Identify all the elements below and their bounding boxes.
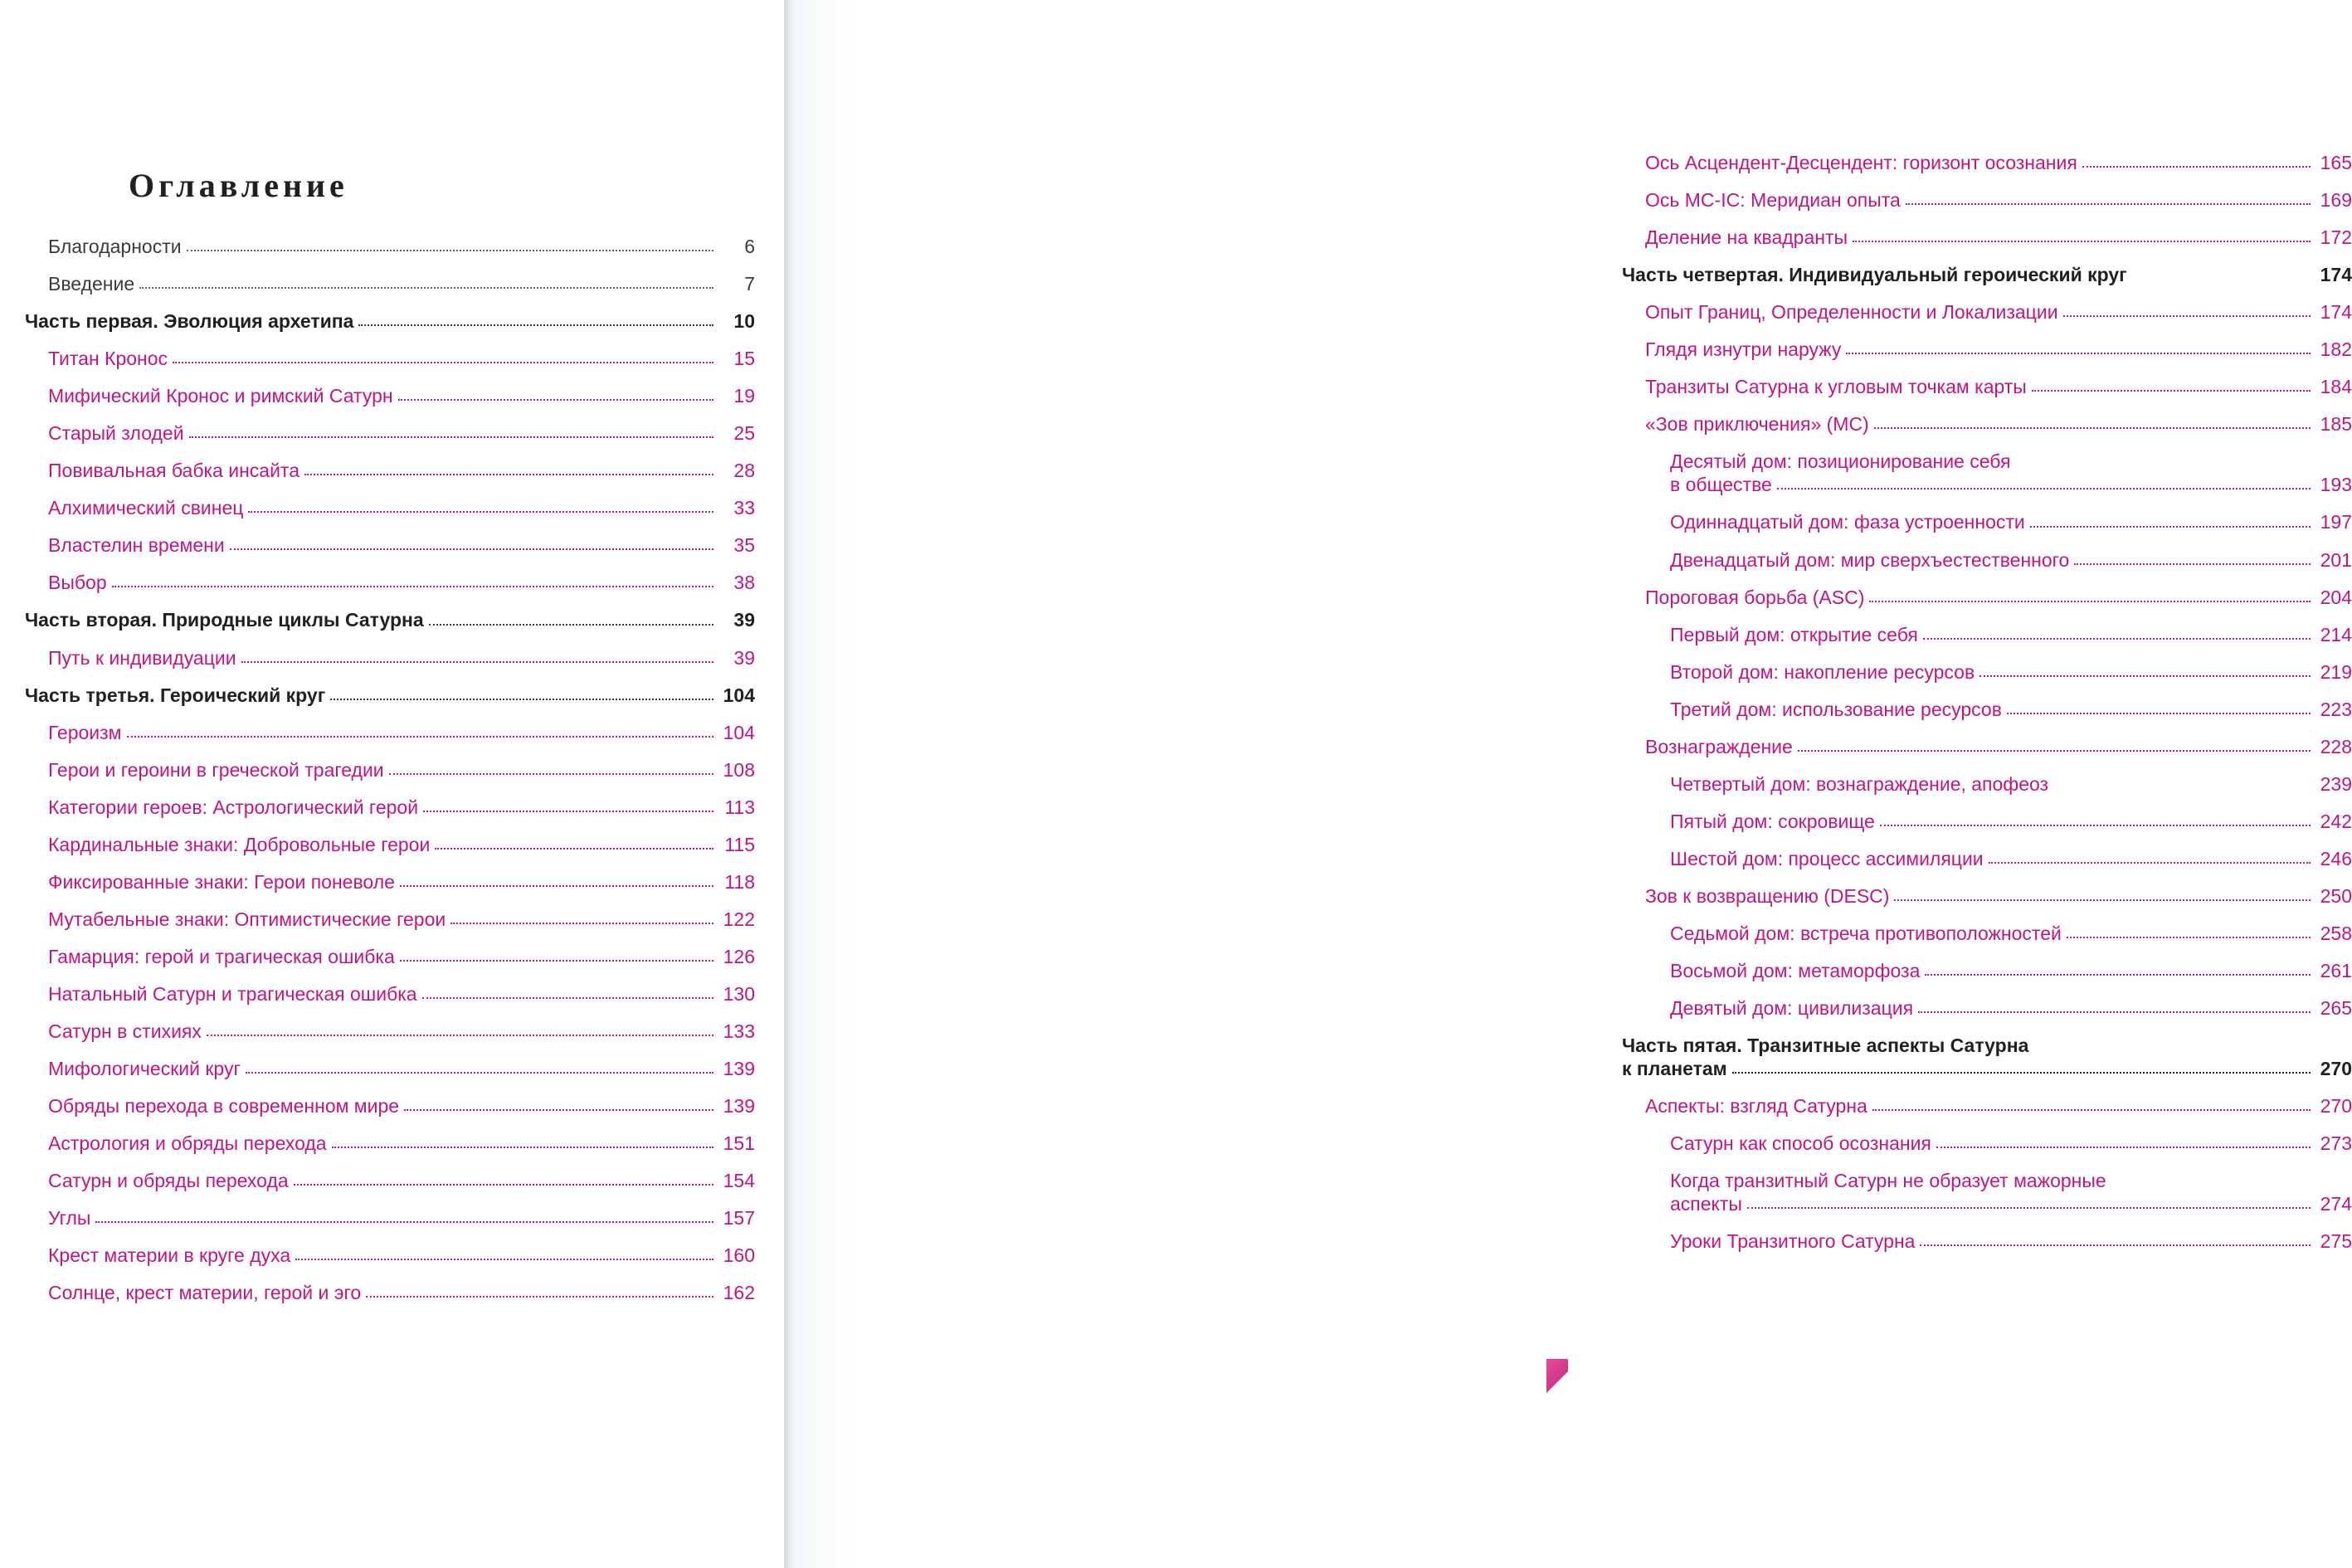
toc-leader-dots — [1846, 352, 2311, 354]
toc-entry-label: Деление на квадранты — [1645, 226, 1848, 249]
toc-page-number: 270 — [2320, 1058, 2352, 1080]
toc-page-number: 10 — [733, 310, 755, 333]
toc-entry-label: Крест материи в круге духа — [48, 1244, 291, 1267]
toc-leader-dots — [1925, 973, 2311, 976]
toc-leader-dots — [450, 922, 713, 924]
page-title: Оглавление — [129, 167, 348, 204]
toc-page-number: 157 — [723, 1207, 755, 1230]
toc-page-number: 25 — [733, 422, 755, 445]
toc-entry-label-cont: в обществе — [1670, 474, 1772, 496]
toc-entry[interactable] — [25, 608, 755, 631]
toc-entry[interactable] — [1670, 698, 2352, 721]
toc-page-number: 118 — [724, 870, 755, 893]
toc-page-number: 258 — [2320, 922, 2352, 944]
toc-entry[interactable] — [1645, 226, 2352, 249]
toc-entry-label: Сатурн как способ осознания — [1670, 1132, 1931, 1155]
toc-entry-label: Уроки Транзитного Сатурна — [1670, 1230, 1916, 1253]
toc-entry[interactable] — [1670, 922, 2352, 945]
toc-leader-dots — [112, 585, 713, 587]
toc-entry[interactable] — [1645, 375, 2352, 398]
toc-entry-label: Когда транзитный Сатурн не образует мажорные — [1670, 1170, 2106, 1192]
toc-page-number: 174 — [2320, 301, 2352, 324]
toc-entry-label: Солнце, крест материи, герой и эго — [48, 1282, 362, 1304]
toc-leader-dots — [1798, 749, 2311, 752]
toc-entry-label: Путь к индивидуации — [48, 646, 236, 669]
toc-entry-label: Обряды перехода в современном мире — [48, 1095, 400, 1118]
toc-entry[interactable] — [1670, 450, 2352, 496]
toc-page-number: 104 — [723, 721, 755, 743]
toc-leader-dots — [1747, 1206, 2311, 1209]
toc-entry-label: Аспекты: взгляд Сатурна — [1645, 1095, 1867, 1118]
toc-entry[interactable] — [48, 1020, 755, 1043]
toc-page-number: 261 — [2320, 960, 2352, 982]
toc-page-number: 7 — [744, 273, 755, 295]
toc-entry-label: Пятый дом: сокровище — [1670, 810, 1875, 832]
toc-entry-label: Часть пятая. Транзитные аспекты Сатурна — [1622, 1035, 2029, 1057]
toc-leader-dots — [1906, 202, 2311, 205]
toc-entry-label: Двенадцатый дом: мир сверхъестественного — [1670, 548, 2070, 571]
toc-entry-label: Гамарция: герой и трагическая ошибка — [48, 945, 395, 967]
toc-entry-label: Героизм — [48, 721, 122, 743]
toc-entry-label: Ось MC-IC: Меридиан опыта — [1645, 189, 1901, 212]
toc-entry[interactable] — [48, 1057, 755, 1080]
toc-entry-label: Десятый дом: позиционирование себя — [1670, 450, 2011, 473]
toc-entry-label: Астрология и обряды перехода — [48, 1132, 327, 1155]
toc-leader-dots — [2007, 712, 2311, 714]
toc-page-number: 165 — [2320, 152, 2352, 173]
toc-leader-dots — [1853, 240, 2311, 242]
toc-page-number: 265 — [2320, 997, 2352, 1020]
toc-entry-label: «Зов приключения» (MC) — [1645, 413, 1869, 436]
toc-leader-dots — [173, 361, 713, 363]
toc-leader-dots — [1894, 898, 2311, 901]
toc-entry-label: Алхимический свинец — [48, 497, 244, 519]
toc-entry[interactable] — [25, 684, 755, 707]
toc-entry[interactable] — [48, 908, 755, 931]
toc-page-number: 201 — [2320, 548, 2352, 571]
toc-entry-label: Первый дом: открытие себя — [1670, 623, 1918, 645]
toc-leader-dots — [1979, 674, 2311, 677]
toc-entry[interactable] — [48, 796, 755, 819]
toc-entry[interactable] — [48, 721, 755, 744]
toc-leader-dots — [422, 996, 713, 999]
toc-page-number: 39 — [733, 646, 755, 669]
toc-leader-dots — [1936, 1146, 2311, 1148]
toc-leader-dots — [1918, 1010, 2311, 1013]
toc-entry-label: Часть четвертая. Индивидуальный героический круг — [1622, 264, 2127, 286]
toc-entry-label: Глядя изнутри наружу — [1645, 338, 1842, 361]
toc-page-number: 239 — [2320, 772, 2352, 795]
toc-entry-label: Одиннадцатый дом: фаза устроенности — [1670, 511, 2025, 533]
toc-leader-dots — [429, 623, 713, 626]
toc-entry[interactable] — [48, 459, 755, 482]
toc-entry-label: Повивальная бабка инсайта — [48, 460, 299, 482]
toc-entry[interactable] — [48, 1094, 755, 1118]
toc-page-number: 273 — [2320, 1132, 2352, 1155]
toc-entry-label: Сатурн в стихиях — [48, 1020, 202, 1042]
toc-entry-label: Транзиты Сатурна к угловым точкам карты — [1645, 376, 2027, 398]
toc-leader-dots — [295, 1258, 713, 1260]
toc-entry[interactable] — [48, 870, 755, 894]
toc-page-number: 113 — [724, 796, 755, 818]
toc-page-number: 174 — [2320, 264, 2352, 286]
toc-entry-label: Титан Кронос — [48, 348, 168, 370]
toc-page-number: 275 — [2320, 1230, 2352, 1253]
toc-entry[interactable] — [48, 571, 755, 594]
toc-page-number: 242 — [2320, 810, 2352, 832]
toc-page-number: 172 — [2320, 226, 2352, 249]
toc-page-number: 126 — [723, 945, 755, 967]
toc-leader-dots — [230, 548, 713, 550]
toc-entry[interactable] — [1645, 151, 2352, 174]
toc-entry-label: Пороговая борьба (ASC) — [1645, 586, 1865, 608]
toc-page-number: 204 — [2320, 586, 2352, 608]
toc-leader-dots — [332, 1146, 713, 1148]
toc-entry-label: Часть первая. Эволюция архетипа — [25, 310, 354, 333]
toc-entry-label: Девятый дом: цивилизация — [1670, 997, 1914, 1020]
toc-leader-dots — [2082, 165, 2311, 168]
toc-entry[interactable] — [1645, 586, 2352, 609]
toc-entry[interactable] — [48, 421, 755, 445]
toc-entry-label: Второй дом: накопление ресурсов — [1670, 660, 1975, 683]
toc-entry[interactable] — [1670, 660, 2352, 684]
toc-entry[interactable] — [1670, 510, 2352, 533]
toc-entry-label: Выбор — [48, 572, 107, 594]
toc-entry-label: Четвертый дом: вознаграждение, апофеоз — [1670, 772, 2049, 795]
toc-entry[interactable] — [48, 1244, 755, 1267]
toc-left-column — [25, 235, 755, 1318]
toc-leader-dots — [389, 772, 713, 775]
toc-page-number: 15 — [733, 348, 755, 370]
toc-leader-dots — [294, 1183, 713, 1186]
toc-entry[interactable] — [1645, 412, 2352, 436]
toc-entry[interactable] — [48, 982, 755, 1006]
toc-page-number: 185 — [2320, 413, 2352, 436]
toc-leader-dots — [1923, 637, 2311, 640]
toc-leader-dots — [2074, 562, 2311, 565]
toc-leader-dots — [423, 810, 713, 812]
toc-leader-dots — [400, 959, 713, 962]
toc-leader-dots — [127, 735, 714, 738]
toc-entry[interactable] — [1645, 735, 2352, 758]
toc-entry-label: Мутабельные знаки: Оптимистические герои — [48, 908, 446, 930]
toc-entry[interactable] — [1622, 1034, 2352, 1080]
toc-entry-label: Введение — [48, 273, 135, 295]
toc-leader-dots — [358, 324, 713, 326]
toc-page-number: 39 — [733, 609, 755, 631]
toc-entry-label: Мифологический круг — [48, 1058, 241, 1080]
toc-entry[interactable] — [1670, 548, 2352, 572]
toc-entry[interactable] — [1670, 996, 2352, 1020]
toc-leader-dots — [2132, 279, 2311, 280]
toc-entry[interactable] — [48, 533, 755, 557]
toc-entry[interactable] — [1670, 1169, 2352, 1215]
toc-entry-label: Углы — [48, 1207, 91, 1230]
toc-entry[interactable] — [48, 1169, 755, 1192]
toc-entry[interactable] — [1645, 884, 2352, 908]
toc-entry-label: Зов к возвращению (DESC) — [1645, 884, 1890, 907]
toc-leader-dots — [1874, 426, 2311, 429]
toc-page-number: 219 — [2320, 660, 2352, 683]
toc-entry[interactable] — [48, 496, 755, 519]
toc-entry-label: Третий дом: использование ресурсов — [1670, 698, 2002, 720]
toc-entry-label: Кардинальные знаки: Добровольные герои — [48, 833, 431, 855]
toc-leader-dots — [404, 1108, 713, 1111]
right-page — [784, 0, 2352, 1568]
toc-page-number: 122 — [723, 908, 755, 930]
toc-leader-dots — [1732, 1071, 2311, 1074]
page-corner-mark — [1546, 1359, 1568, 1394]
toc-leader-dots — [1869, 600, 2311, 602]
toc-entry-label-cont: аспекты — [1670, 1193, 1742, 1215]
toc-page-number: 197 — [2320, 511, 2352, 533]
toc-page-number: 38 — [733, 572, 755, 594]
toc-entry-label: Сатурн и обряды перехода — [48, 1170, 289, 1192]
toc-page-number: 182 — [2320, 338, 2352, 361]
toc-leader-dots — [330, 698, 713, 700]
toc-page-number: 139 — [723, 1095, 755, 1118]
toc-page-number: 246 — [2320, 847, 2352, 869]
toc-entry-label: Восьмой дом: метаморфоза — [1670, 960, 1921, 982]
toc-entry-label-cont: к планетам — [1622, 1058, 1727, 1080]
toc-entry-label: Герои и героини в греческой трагедии — [48, 758, 384, 781]
toc-leader-dots — [1920, 1244, 2311, 1246]
toc-entry-label: Натальный Сатурн и трагическая ошибка — [48, 982, 417, 1005]
toc-leader-dots — [1989, 861, 2311, 864]
toc-entry[interactable] — [48, 1206, 755, 1230]
toc-entry[interactable] — [1645, 188, 2352, 212]
toc-leader-dots — [2053, 788, 2311, 789]
toc-entry[interactable] — [48, 272, 755, 295]
toc-entry[interactable] — [48, 1281, 755, 1304]
toc-leader-dots — [2030, 525, 2311, 528]
toc-entry[interactable] — [48, 347, 755, 370]
toc-page-number: 133 — [723, 1020, 755, 1042]
toc-page-number: 193 — [2320, 474, 2352, 496]
toc-leader-dots — [139, 286, 713, 289]
toc-entry[interactable] — [1670, 1230, 2352, 1253]
toc-leader-dots — [207, 1034, 713, 1036]
toc-page-number: 108 — [723, 758, 755, 781]
toc-page-number: 28 — [733, 460, 755, 482]
toc-entry-label: Властелин времени — [48, 534, 225, 557]
toc-entry[interactable] — [1645, 338, 2352, 361]
toc-leader-dots — [248, 510, 713, 513]
toc-page-number: 160 — [723, 1244, 755, 1267]
toc-page-number: 162 — [723, 1282, 755, 1304]
toc-page-number: 274 — [2320, 1193, 2352, 1215]
toc-leader-dots — [435, 847, 713, 850]
toc-entry[interactable] — [1670, 623, 2352, 646]
toc-entry-label: Шестой дом: процесс ассимиляции — [1670, 847, 1984, 869]
toc-leader-dots — [241, 660, 713, 663]
toc-entry[interactable] — [48, 1132, 755, 1155]
toc-page-number: 169 — [2320, 189, 2352, 212]
toc-entry-label: Опыт Границ, Определенности и Локализации — [1645, 301, 2058, 324]
toc-leader-dots — [189, 436, 713, 438]
toc-page-number: 151 — [723, 1132, 755, 1155]
toc-entry[interactable] — [48, 235, 755, 258]
toc-entry[interactable] — [1645, 300, 2352, 324]
toc-page-number: 270 — [2320, 1095, 2352, 1118]
toc-entry[interactable] — [48, 758, 755, 782]
toc-leader-dots — [95, 1220, 713, 1223]
toc-leader-dots — [304, 473, 713, 475]
left-page — [0, 0, 784, 1568]
toc-entry[interactable] — [1670, 772, 2352, 796]
toc-entry[interactable] — [48, 945, 755, 968]
toc-page-number: 104 — [723, 684, 755, 706]
toc-leader-dots — [1777, 487, 2311, 489]
toc-leader-dots — [1880, 824, 2311, 826]
toc-entry-label: Благодарности — [48, 236, 182, 257]
toc-entry[interactable] — [48, 833, 755, 856]
toc-page-number: 184 — [2320, 376, 2352, 398]
toc-entry-label: Вознаграждение — [1645, 735, 1793, 757]
toc-page-number: 250 — [2320, 884, 2352, 907]
toc-entry[interactable] — [1670, 1132, 2352, 1155]
toc-page-number: 19 — [733, 385, 755, 407]
toc-page-number: 228 — [2320, 735, 2352, 757]
toc-page-number: 130 — [723, 982, 755, 1005]
toc-leader-dots — [2063, 314, 2311, 317]
toc-entry-label: Категории героев: Астрологический герой — [48, 796, 419, 818]
toc-right-column — [1622, 151, 2352, 1267]
toc-page-number: 115 — [724, 833, 755, 855]
toc-entry-label: Ось Асцендент-Десцендент: горизонт осознания — [1645, 152, 2077, 173]
toc-leader-dots — [366, 1295, 713, 1298]
toc-entry[interactable] — [1670, 847, 2352, 870]
toc-entry[interactable] — [1622, 263, 2352, 286]
toc-page-number: 223 — [2320, 698, 2352, 720]
toc-leader-dots — [2032, 389, 2311, 392]
toc-leader-dots — [398, 398, 713, 401]
toc-page-number: 35 — [733, 534, 755, 557]
toc-entry-label: Часть вторая. Природные циклы Сатурна — [25, 609, 424, 631]
toc-page-number: 139 — [723, 1058, 755, 1080]
toc-entry-label: Часть третья. Героический круг — [25, 684, 326, 706]
toc-entry[interactable] — [25, 309, 755, 333]
toc-entry-label: Седьмой дом: встреча противоположностей — [1670, 922, 2062, 944]
toc-entry-label: Фиксированные знаки: Герои поневоле — [48, 870, 395, 893]
toc-page-number: 214 — [2320, 623, 2352, 645]
toc-leader-dots — [400, 884, 713, 887]
toc-page-number: 33 — [733, 497, 755, 519]
toc-entry-label: Мифический Кронос и римский Сатурн — [48, 385, 393, 407]
toc-leader-dots — [1872, 1108, 2311, 1111]
toc-leader-dots — [2067, 936, 2311, 938]
toc-page-number: 154 — [723, 1170, 755, 1192]
toc-entry[interactable] — [1670, 810, 2352, 833]
toc-entry[interactable] — [1670, 959, 2352, 982]
toc-page-number: 6 — [744, 236, 755, 257]
toc-leader-dots — [246, 1071, 713, 1074]
toc-entry-label: Старый злодей — [48, 422, 184, 445]
toc-leader-dots — [187, 249, 713, 251]
toc-entry[interactable] — [48, 646, 755, 670]
toc-entry[interactable] — [48, 384, 755, 407]
toc-entry[interactable] — [1645, 1094, 2352, 1118]
